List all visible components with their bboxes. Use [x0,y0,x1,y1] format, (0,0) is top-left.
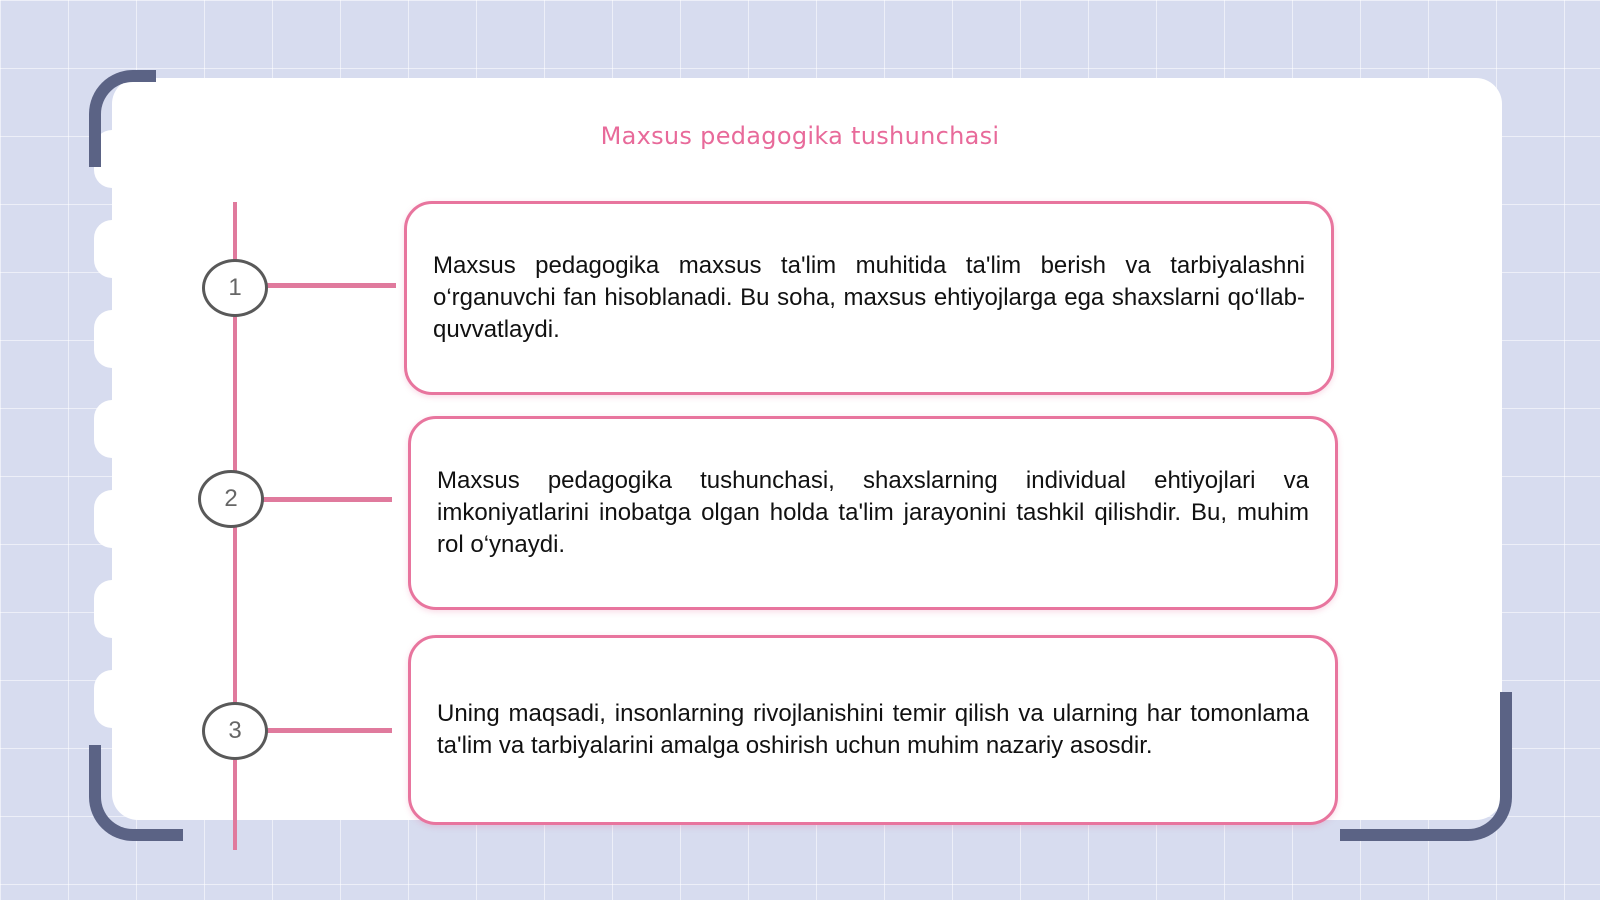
timeline-connector [266,283,396,288]
notebook-scallop [94,670,130,728]
step-number-badge: 3 [202,702,268,760]
frame-corner-top-left [89,70,156,167]
notebook-scallop [94,400,130,458]
notebook-scallop [94,580,130,638]
notebook-edge [94,130,130,790]
frame-corner-bottom-right [1340,692,1512,841]
frame-corner-bottom-left [89,745,183,841]
step-number-badge: 1 [202,259,268,317]
page-title: Maxsus pedagogika tushunchasi [600,122,1000,150]
timeline-connector [266,728,392,733]
step-number-badge: 2 [198,470,264,528]
step-card [404,201,1334,395]
notebook-scallop [94,220,130,278]
step-card-text: Maxsus pedagogika tushunchasi, shaxslarning individual ehtiyojlari va imkoniyatlarini inobatga olgan holda ta'lim jarayonini tashkil qilishdir. Bu, muhim rol o‘ynaydi. [437,467,1309,558]
notebook-scallop [94,310,130,368]
step-card [408,416,1338,610]
step-card [408,635,1338,825]
step-card-text: Uning maqsadi, insonlarning rivojlanishini temir qilish va ularning har tomonlama ta'lim va tarbiyalarini amalga oshirish uchun muhim nazariy asosdir. [437,700,1309,759]
notebook-scallop [94,490,130,548]
step-card-text: Maxsus pedagogika maxsus ta'lim muhitida ta'lim berish va tarbiyalashni o‘rganuvchi fan hisoblanadi. Bu soha, maxsus ehtiyojlarga ega shaxslarni qo‘llab-quvvatlaydi. [433,252,1305,343]
timeline-connector [262,497,392,502]
